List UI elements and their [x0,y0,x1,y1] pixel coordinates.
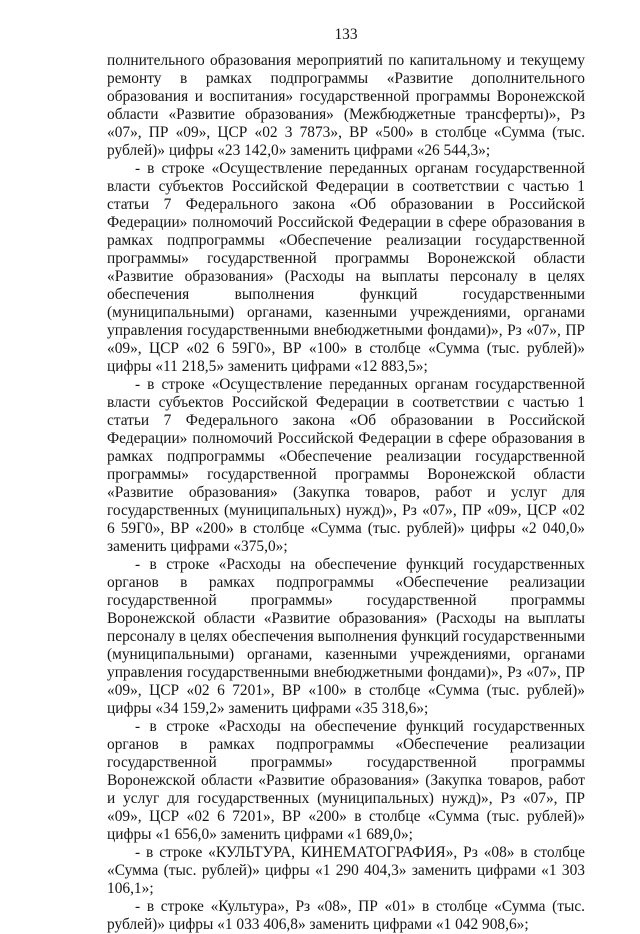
paragraph-1: полнительного образования мероприятий по капитальному и текущему ремонту в рамках подпрограммы «Развитие дополнительного образования и воспитания» государственной программы Воронежской области «Развитие образования» (Межбюджетные трансферты)», Рз «07», ПР «09», ЦСР «02 3 7873», ВР «500» в столбце «Сумма (тыс. рублей)» цифры «23 142,0» заменить цифрами «26 544,3»; [107,52,585,159]
paragraph-2: - в строке «Осуществление переданных органам государственной власти субъектов Российской Федерации в соответствии с частью 1 статьи 7 Федерального закона «Об образовании в Российской Федерации» полномочий Российской Федерации в сфере образования в рамках подпрограммы «Обеспечение реализации государственной программы» государственной программы Воронежской области «Развитие образования» (Расходы на выплаты персоналу в целях обеспечения выполнения функций государственными (муниципальными) органами, казенными учреждениями, органами управления государственными внебюджетными фондами)», Рз «07», ПР «09», ЦСР «02 6 59Г0», ВР «100» в столбце «Сумма (тыс. рублей)» цифры «11 218,5» заменить цифрами «12 883,5»; [107,160,585,375]
page-number: 133 [334,26,358,43]
paragraph-3: - в строке «Осуществление переданных органам государственной власти субъектов Российской Федерации в соответствии с частью 1 статьи 7 Федерального закона «Об образовании в Российской Федерации» полномочий Российской Федерации в сфере образования в рамках подпрограммы «Обеспечение реализации государственной программы» государственной программы Воронежской области «Развитие образования» (Закупка товаров, работ и услуг для государственных (муниципальных) нужд)», Рз «07», ПР «09», ЦСР «02 6 59Г0», ВР «200» в столбце «Сумма (тыс. рублей)» цифры «2 040,0» заменить цифрами «375,0»; [107,376,585,555]
paragraph-5: - в строке «Расходы на обеспечение функций государственных органов в рамках подпрограммы «Обеспечение реализации государственной программы» государственной программы Воронежской области «Развитие образования» (Закупка товаров, работ и услуг для государственных (муниципальных) нужд)», Рз «07», ПР «09», ЦСР «02 6 7201», ВР «200» в столбце «Сумма (тыс. рублей)» цифры «1 656,0» заменить цифрами «1 689,0»; [107,718,585,843]
paragraph-7: - в строке «Культура», Рз «08», ПР «01» в столбце «Сумма (тыс. рублей)» цифры «1 033 406,8» заменить цифрами «1 042 908,6»; [107,898,585,933]
document-page [107,26,585,934]
paragraph-4: - в строке «Расходы на обеспечение функций государственных органов в рамках подпрограммы «Обеспечение реализации государственной программы» государственной программы Воронежской области «Развитие образования» (Расходы на выплаты персоналу в целях обеспечения выполнения функций государственными (муниципальными) органами, казенными учреждениями, органами управления государственными внебюджетными фондами)», Рз «07», ПР «09», ЦСР «02 6 7201», ВР «100» в столбце «Сумма (тыс. рублей)» цифры «34 159,2» заменить цифрами «35 318,6»; [107,556,585,717]
paragraph-6: - в строке «КУЛЬТУРА, КИНЕМАТОГРАФИЯ», Рз «08» в столбце «Сумма (тыс. рублей)» цифры «1 290 404,3» заменить цифрами «1 303 106,1»; [107,844,585,897]
